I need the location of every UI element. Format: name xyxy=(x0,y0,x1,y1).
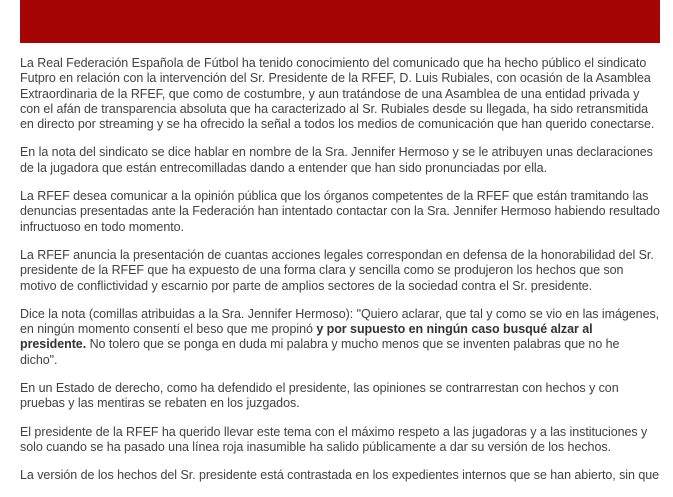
red-header-bar xyxy=(20,0,660,43)
quote-text-normal: Dice la nota (comillas atribuidas a la Sra. Jennifer Hermoso): "Quiero aclarar, que tal y como se vio en las imágenes, en ningún momento consentí el beso que me propinó xyxy=(20,306,660,337)
statement-paragraph: En un Estado de derecho, como ha defendido el presidente, las opiniones se contrarrestan con hechos y con pruebas y las mentiras se rebaten en los juzgados. xyxy=(20,381,619,411)
statement-paragraph-quote xyxy=(20,307,660,368)
statement-paragraph-truncated: La versión de los hechos del Sr. presidente está contrastada en los expedientes internos que se han abierto, sin que xyxy=(20,468,660,483)
statement-paragraph: La RFEF desea comunicar a la opinión pública que los órganos competentes de la RFEF que están tramitando las denuncias presentadas ante la Federación han intentado contactar con la Sra. Jennifer Hermoso habiendo resultado infructuoso en todo momento. xyxy=(20,189,660,234)
statement-paragraph: El presidente de la RFEF ha querido llevar este tema con el máximo respeto a las jugadoras y a las instituciones y solo cuando se ha pasado una línea roja inasumible ha salido públicamente a dar su versión de los hechos. xyxy=(20,424,648,454)
quote-text-bold-emphasis: y por supuesto en ningún caso busqué alzar al presidente. xyxy=(20,322,593,352)
statement-paragraph: La Real Federación Española de Fútbol ha tenido conocimiento del comunicado que ha hecho público el sindicato Futpro en relación con la intervención del Sr. Presidente de la RFEF, D. Luis Rubiales, con ocasión de la Asamblea Extraordinaria de la RFEF, que como de costumbre, y aun tratándose de una Asamblea de una entidad privada y con el afán de transparencia absoluta que ha caracterizado al Sr. Rubiales desde su llegada, ha sido retransmitida en directo por streaming y se ha ofrecido la señal a todos los medios de comunicación que han querido conectarse. xyxy=(20,56,655,132)
statement-body xyxy=(20,56,660,497)
statement-paragraph: En la nota del sindicato se dice hablar en nombre de la Sra. Jennifer Hermoso y se le atribuyen unas declaraciones de la jugadora que están entrecomilladas dando a entender que han sido pronunciadas por ella. xyxy=(20,145,653,175)
quote-text-normal: No tolero que se ponga en duda mi palabra y mucho menos que se inventen palabras que no he dicho". xyxy=(20,337,620,367)
statement-paragraph: La RFEF anuncia la presentación de cuantas acciones legales correspondan en defensa de la honorabilidad del Sr. presidente de la RFEF que ha expuesto de una forma clara y sencilla como se produjeron los hechos que son motivo de conflictividad y escarnio por parte de amplios sectores de la sociedad contra el Sr. presidente. xyxy=(20,247,654,293)
